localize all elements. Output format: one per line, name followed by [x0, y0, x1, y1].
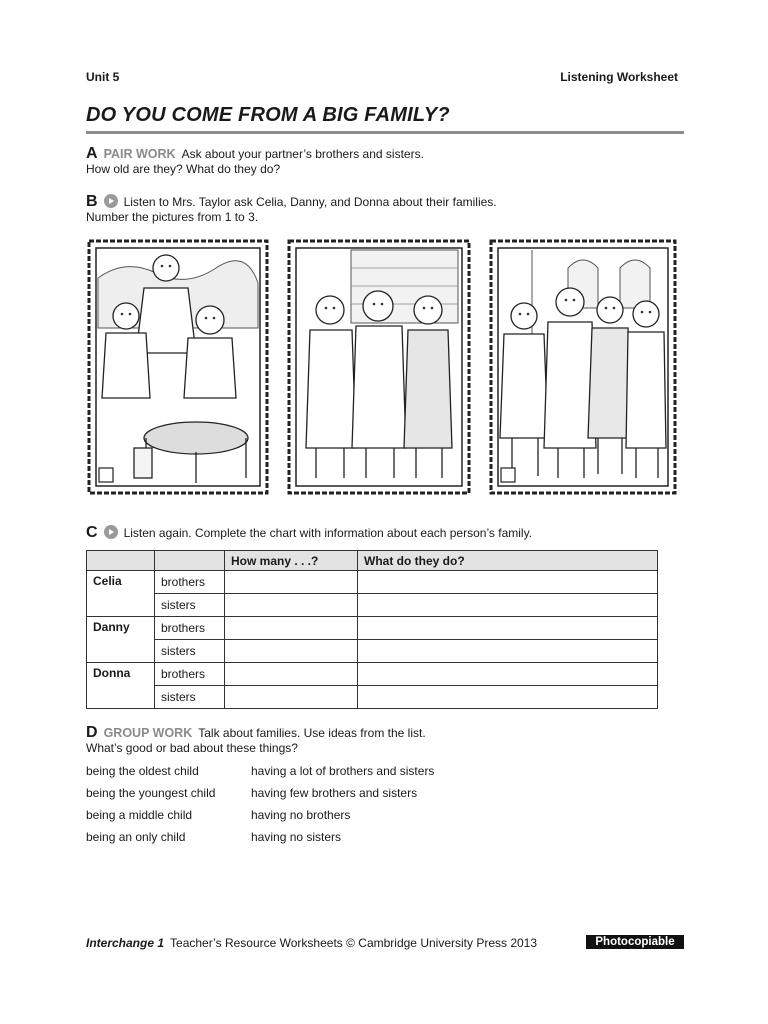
section-d-question: What’s good or bad about these things? — [86, 741, 298, 755]
section-b — [86, 194, 497, 225]
row-item: brothers — [155, 617, 225, 640]
table-row — [87, 571, 658, 594]
answer-cell[interactable] — [358, 571, 658, 594]
list-item: being an only child — [86, 830, 186, 844]
row-item: brothers — [155, 571, 225, 594]
answer-cell[interactable] — [358, 640, 658, 663]
footer-credit — [86, 936, 537, 950]
answer-cell[interactable] — [358, 594, 658, 617]
section-a-question: How old are they? What do they do? — [86, 162, 281, 176]
section-b-letter: B — [86, 193, 98, 210]
list-item: being a middle child — [86, 808, 193, 822]
photocopiable-badge: Photocopiable — [586, 935, 684, 949]
section-b-task: Number the pictures from 1 to 3. — [86, 210, 259, 224]
answer-cell[interactable] — [225, 640, 358, 663]
table-row — [87, 686, 658, 709]
four-adults-illustration — [488, 238, 678, 496]
audio-play-icon[interactable] — [104, 194, 118, 208]
audio-play-icon[interactable] — [104, 525, 118, 539]
answer-cell[interactable] — [358, 686, 658, 709]
section-c — [86, 525, 532, 541]
list-item: being the oldest child — [86, 764, 199, 778]
section-a — [86, 146, 424, 177]
section-a-letter: A — [86, 145, 98, 162]
section-d-letter: D — [86, 724, 98, 741]
list-item: having no sisters — [251, 830, 342, 844]
chart-header-what-they-do: What do they do? — [358, 551, 658, 571]
section-d-instruction: Talk about families. Use ideas from the list. — [198, 726, 426, 740]
section-c-letter: C — [86, 524, 98, 541]
section-c-instruction: Listen again. Complete the chart with information about each person’s family. — [123, 526, 533, 540]
family-barbecue-illustration — [86, 238, 270, 496]
list-item: having a lot of brothers and sisters — [251, 764, 435, 778]
chart-header-item — [155, 551, 225, 571]
answer-cell[interactable] — [225, 617, 358, 640]
title-divider — [86, 131, 684, 134]
row-item: sisters — [155, 640, 225, 663]
row-item: brothers — [155, 663, 225, 686]
list-item: having few brothers and sisters — [251, 786, 418, 800]
answer-cell[interactable] — [225, 663, 358, 686]
family-chart — [86, 550, 658, 709]
worksheet-type: Listening Worksheet — [560, 70, 678, 84]
answer-cell[interactable] — [358, 663, 658, 686]
footer-copyright: Teacher’s Resource Worksheets © Cambridge University Press 2013 — [170, 936, 538, 950]
row-name-celia: Celia — [87, 571, 155, 617]
list-item: being the youngest child — [86, 786, 216, 800]
list-item: having no brothers — [251, 808, 351, 822]
ideas-list-left — [86, 764, 215, 852]
row-item: sisters — [155, 594, 225, 617]
table-row — [87, 594, 658, 617]
section-a-instruction: Ask about your partner’s brothers and sisters. — [181, 147, 424, 161]
chart-header-name — [87, 551, 155, 571]
row-name-donna: Donna — [87, 663, 155, 709]
ideas-list-right — [251, 764, 434, 852]
unit-label: Unit 5 — [86, 70, 120, 84]
three-women-illustration — [286, 238, 472, 496]
section-d — [86, 725, 426, 756]
row-item: sisters — [155, 686, 225, 709]
row-name-danny: Danny — [87, 617, 155, 663]
page-title: DO YOU COME FROM A BIG FAMILY? — [86, 104, 450, 126]
table-row — [87, 617, 658, 640]
table-row — [87, 640, 658, 663]
chart-header-how-many: How many . . .? — [225, 551, 358, 571]
section-d-label: GROUP WORK — [103, 726, 193, 740]
answer-cell[interactable] — [225, 594, 358, 617]
answer-cell[interactable] — [358, 617, 658, 640]
section-a-label: PAIR WORK — [103, 147, 176, 161]
picture-3 — [488, 238, 678, 496]
section-b-instruction: Listen to Mrs. Taylor ask Celia, Danny, and Donna about their families. — [123, 195, 497, 209]
footer-book: Interchange 1 — [86, 936, 165, 950]
table-row — [87, 663, 658, 686]
answer-cell[interactable] — [225, 571, 358, 594]
picture-1 — [86, 238, 270, 496]
chart-header-row — [87, 551, 658, 571]
answer-cell[interactable] — [225, 686, 358, 709]
picture-2 — [286, 238, 472, 496]
